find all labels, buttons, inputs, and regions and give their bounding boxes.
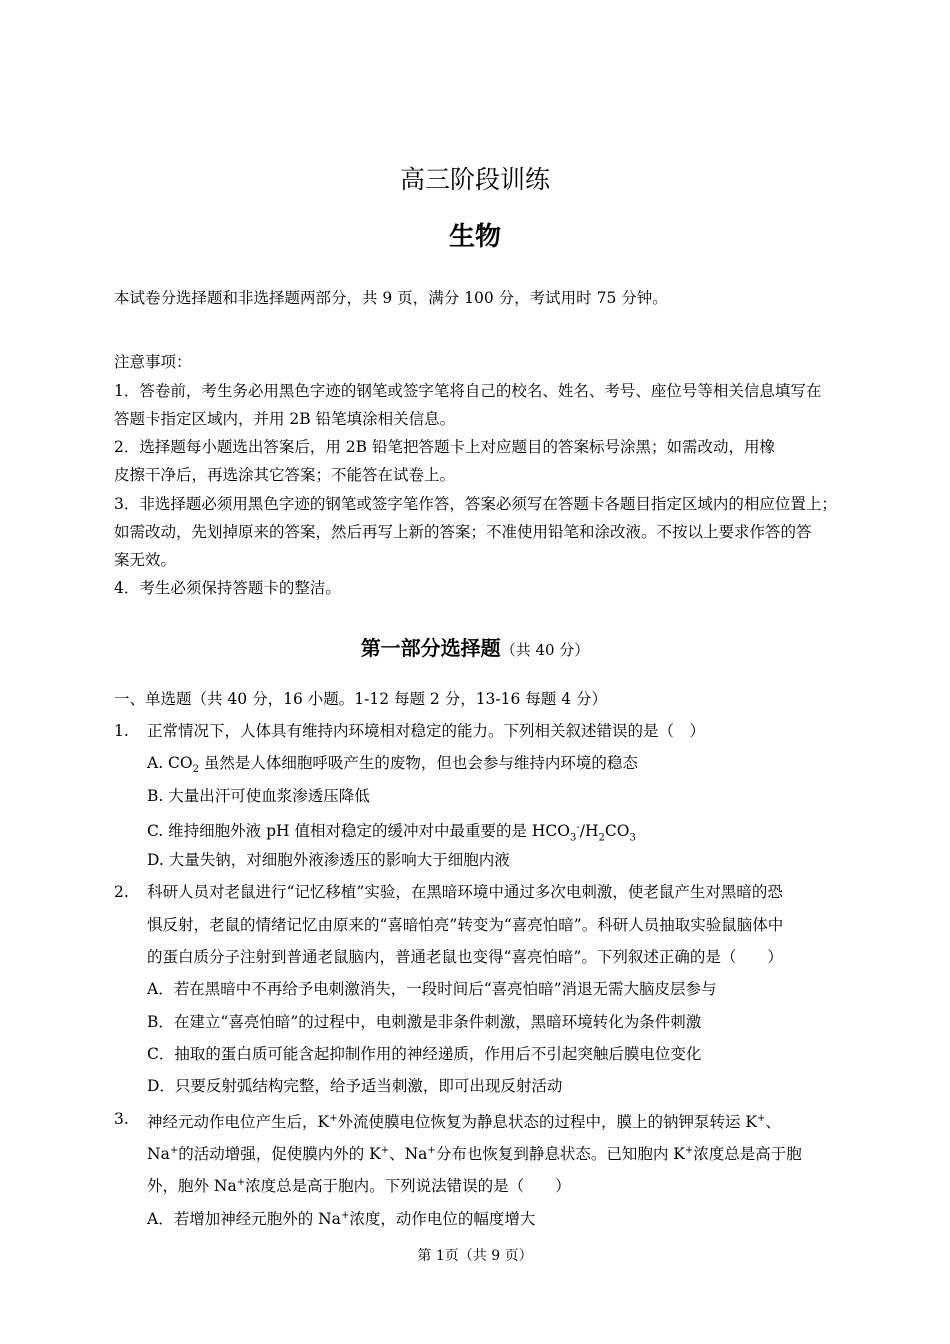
notice-line: 1．答卷前，考生务必用黑色字迹的钢笔或签字笔将自己的校名、姓名、考号、座位号等相关信息填写在 (114, 382, 822, 400)
question-number: 2. (114, 883, 129, 901)
question-stem: Na+的活动增强，促使膜内外的 K+、Na+分布也恢复到静息状态。已知胞内 K+浓度总是高于胞 (147, 1145, 802, 1164)
page-footer: 第 1页（共 9 页） (417, 1248, 533, 1264)
option-a: A．若增加神经元胞外的 Na+浓度，动作电位的幅度增大 (147, 1210, 536, 1229)
exam-title: 高三阶段训练 (399, 165, 550, 194)
option-a: A. $CO_2$ 虽然是人体细胞呼吸产生的废物，但也会参与维持内环境的稳态 (147, 754, 638, 776)
notice-line: 如需改动，先划掉原来的答案，然后再写上新的答案；不准使用铅笔和涂改液。不按以上要求作答的答 (114, 523, 812, 541)
notice-line: 3．非选择题必须用黑色字迹的钢笔或签字笔作答，答案必须写在答题卡各题目指定区域内的相应位置上； (114, 495, 837, 513)
exam-intro: 本试卷分选择题和非选择题两部分，共 9 页，满分 100 分，考试用时 75 分钟。 (114, 289, 668, 307)
question-stem: 的蛋白质分子注射到普通老鼠脑内，普通老鼠也变得“喜亮怕暗”。下列叙述正确的是（ ） (147, 948, 783, 966)
option-a: A．若在黑暗中不再给予电刺激消失，一段时间后“喜亮怕暗”消退无需大脑皮层参与 (147, 980, 717, 998)
section-heading (0, 632, 950, 661)
single-choice-header: 一、单选题（共 40 分，16 小题。1-12 每题 2 分，13-16 每题 4 分） (114, 690, 608, 708)
notice-line: 答题卡指定区域内，并用 2B 铅笔填涂相关信息。 (114, 410, 456, 428)
notice-line: 案无效。 (114, 551, 177, 569)
exam-subject: 生物 (448, 222, 501, 252)
option-d: D．只要反射弧结构完整，给予适当刺激，即可出现反射活动 (147, 1077, 563, 1095)
question-number: 1. (114, 722, 129, 740)
question-stem: 惧反射，老鼠的情绪记忆由原来的“喜暗怕亮”转变为“喜亮怕暗”。科研人员抽取实验鼠脑体中 (147, 916, 784, 934)
question-stem: 神经元动作电位产生后，K+外流使膜电位恢复为静息状态的过程中，膜上的钠钾泵转运 K+、 (147, 1113, 781, 1132)
option-d: D. 大量失钠，对细胞外液渗透压的影响大于细胞内液 (147, 851, 510, 869)
option-c: C．抽取的蛋白质可能含起抑制作用的神经递质，作用后不引起突触后膜电位变化 (147, 1045, 702, 1063)
question-stem: 正常情况下，人体具有维持内环境相对稳定的能力。下列相关叙述错误的是（ ） (147, 722, 706, 740)
option-b: B．在建立“喜亮怕暗”的过程中，电刺激是非条件刺激，黑暗环境转化为条件刺激 (147, 1013, 702, 1031)
notice-heading: 注意事项： (114, 353, 192, 371)
notice-line: 2．选择题每小题选出答案后，用 2B 铅笔把答题卡上对应题目的答案标号涂黑；如需改动，用橡 (114, 438, 775, 456)
question-stem: 外，胞外 Na+浓度总是高于胞内。下列说法错误的是（ ） (147, 1177, 571, 1196)
question-stem: 科研人员对老鼠进行“记忆移植”实验，在黑暗环境中通过多次电刺激，使老鼠产生对黑暗的恐 (147, 883, 783, 901)
question-number: 3. (114, 1110, 129, 1128)
option-c: C. 维持细胞外液 pH 值相对稳定的缓冲对中最重要的是 $HCO_3^-/H_2CO_3$ (147, 822, 636, 844)
section-title: 第一部分选择题 (360, 636, 501, 660)
notice-line: 皮擦干净后，再选涂其它答案；不能答在试卷上。 (114, 466, 456, 484)
section-score: （共 40 分） (500, 641, 590, 659)
option-b: B. 大量出汗可使血浆渗透压降低 (147, 787, 370, 805)
notice-line: 4．考生必须保持答题卡的整洁。 (114, 579, 341, 597)
